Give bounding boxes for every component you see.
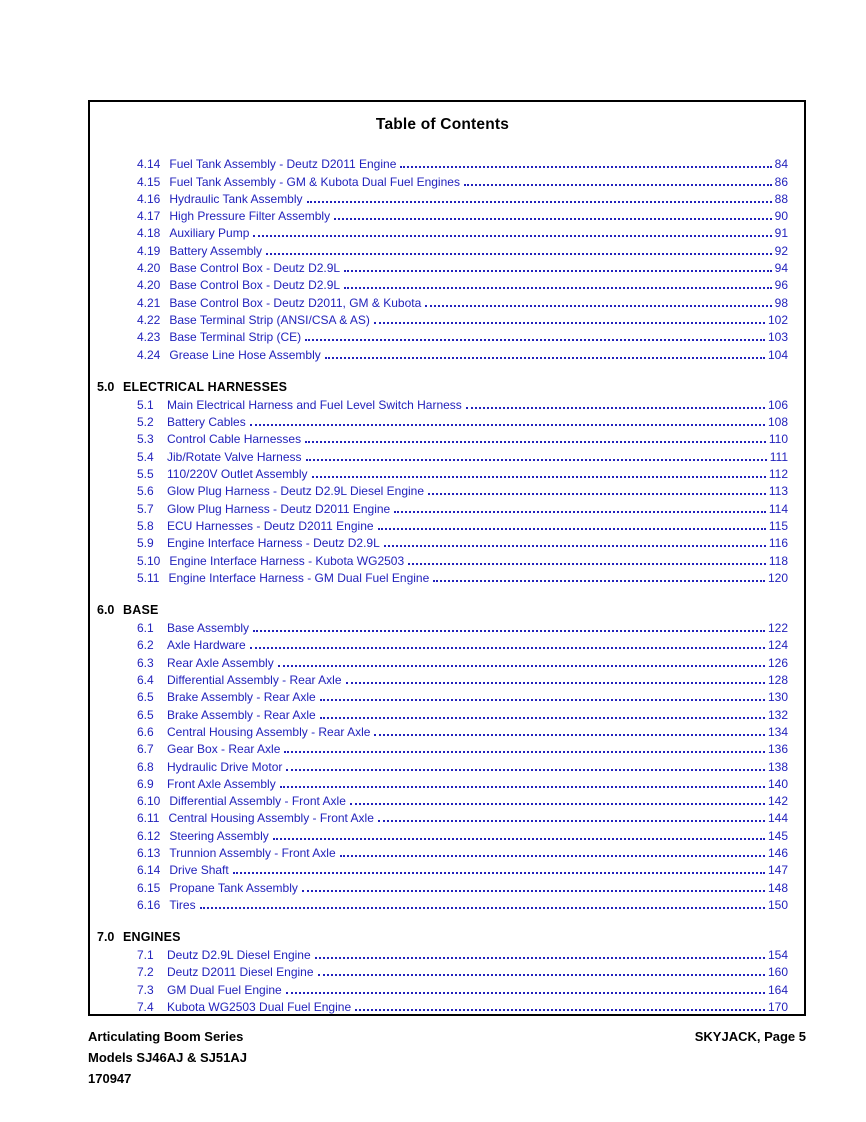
toc-entry-label: Steering Assembly: [169, 828, 269, 843]
toc-entry-label: Base Control Box - Deutz D2011, GM & Kubota: [169, 295, 422, 310]
toc-entry-page: 96: [774, 278, 788, 293]
toc-leader: [266, 252, 772, 255]
toc-entry[interactable]: [137, 446, 788, 463]
toc-entry-number: 4.24: [137, 347, 161, 362]
toc-section-number: 6.0: [97, 602, 115, 617]
toc-entry-page: 102: [767, 312, 788, 327]
toc-entry-page: 104: [767, 347, 788, 362]
toc-entry[interactable]: [137, 498, 788, 515]
toc-entry[interactable]: [137, 154, 788, 171]
toc-entry-label: GM Dual Fuel Engine: [167, 982, 282, 997]
toc-leader: [315, 956, 765, 959]
toc-entry-number: 6.5: [137, 690, 154, 705]
footer-page-label: SKYJACK, Page 5: [694, 1029, 806, 1044]
toc-leader: [344, 269, 772, 272]
toc-entry-label: Axle Hardware: [167, 638, 246, 653]
toc-entry-label: Brake Assembly - Rear Axle: [167, 707, 316, 722]
toc-entry-page: 103: [767, 330, 788, 345]
toc-entry-page: 128: [767, 673, 788, 688]
toc-entry-label: Jib/Rotate Valve Harness: [167, 449, 302, 464]
toc-section-number: 5.0: [97, 379, 115, 394]
toc-entry-number: 5.1: [137, 397, 154, 412]
toc-entry[interactable]: [137, 704, 788, 721]
toc-entry-page: 144: [767, 811, 788, 826]
toc-entry-number: 4.17: [137, 209, 161, 224]
toc-entry-label: Front Axle Assembly: [167, 776, 276, 791]
toc-entry[interactable]: [137, 739, 788, 756]
toc-entry[interactable]: [137, 756, 788, 773]
toc-entry-number: 4.16: [137, 191, 161, 206]
toc-entry-label: Base Control Box - Deutz D2.9L: [169, 261, 341, 276]
toc-entry-label: Hydraulic Tank Assembly: [169, 191, 303, 206]
toc-leader: [280, 785, 765, 788]
toc-leader: [464, 183, 772, 186]
toc-leader: [278, 664, 765, 667]
toc-section-header: [97, 927, 788, 944]
toc-leader: [400, 165, 771, 168]
toc-entry-number: 6.9: [137, 776, 154, 791]
toc-entry-label: Battery Cables: [167, 415, 246, 430]
toc-leader: [200, 906, 765, 909]
toc-entry-number: 5.2: [137, 415, 154, 430]
toc-leader: [312, 475, 766, 478]
toc-entry[interactable]: [137, 516, 788, 533]
toc-entry-label: Brake Assembly - Rear Axle: [167, 690, 316, 705]
toc-entry-number: 4.18: [137, 226, 161, 241]
toc-leader: [433, 579, 765, 582]
toc-entry-label: Gear Box - Rear Axle: [167, 742, 281, 757]
toc-entry-number: 6.1: [137, 621, 154, 636]
toc-entry-number: 5.11: [137, 570, 160, 585]
toc-entry-page: 111: [769, 449, 788, 464]
toc-entry-number: 6.3: [137, 655, 154, 670]
toc-entry[interactable]: [137, 429, 788, 446]
toc-entry-label: Fuel Tank Assembly - GM & Kubota Dual Fuel Engines: [169, 174, 460, 189]
toc-entry-label: Base Terminal Strip (CE): [169, 330, 302, 345]
toc-leader: [466, 406, 765, 409]
toc-entry-number: 6.7: [137, 742, 154, 757]
toc-entry[interactable]: [137, 945, 788, 962]
toc-entry-label: 110/220V Outlet Assembly: [167, 467, 308, 482]
toc-entry-page: 110: [768, 432, 788, 447]
toc-entry[interactable]: [137, 258, 788, 275]
toc-entry-page: 130: [767, 690, 788, 705]
toc-entry-number: 6.5: [137, 707, 154, 722]
toc-entry-label: Control Cable Harnesses: [167, 432, 302, 447]
toc-entry-number: 7.4: [137, 1000, 154, 1015]
toc-entry-label: Tires: [169, 897, 196, 912]
toc-entry-page: 140: [767, 776, 788, 791]
toc-entry-number: 4.14: [137, 157, 161, 172]
footer-part-number: 170947: [88, 1071, 132, 1086]
toc-entry-number: 7.3: [137, 982, 154, 997]
toc-leader: [306, 458, 767, 461]
toc-entry[interactable]: [137, 895, 788, 912]
toc-section-header: [97, 377, 788, 394]
toc-entry-number: 6.12: [137, 828, 161, 843]
toc-entry[interactable]: [137, 206, 788, 223]
toc-entry-label: Propane Tank Assembly: [169, 880, 298, 895]
toc-leader: [334, 217, 772, 220]
toc-entry-page: 90: [774, 209, 788, 224]
toc-leader: [284, 750, 765, 753]
toc-entry-number: 6.8: [137, 759, 154, 774]
toc-entry-number: 6.6: [137, 724, 154, 739]
toc-entry-page: 132: [767, 707, 788, 722]
toc-entry-label: Trunnion Assembly - Front Axle: [169, 845, 336, 860]
toc-leader: [425, 304, 771, 307]
toc-entry-label: Fuel Tank Assembly - Deutz D2011 Engine: [169, 157, 397, 172]
toc-entry[interactable]: [137, 962, 788, 979]
toc-entry-label: Main Electrical Harness and Fuel Level Switch Harness: [167, 397, 462, 412]
toc-entry[interactable]: [137, 464, 788, 481]
toc-leader: [346, 681, 765, 684]
toc-entry-label: Grease Line Hose Assembly: [169, 347, 321, 362]
toc-entry-number: 5.4: [137, 449, 154, 464]
toc-leader: [307, 200, 772, 203]
toc-entry-number: 4.15: [137, 174, 161, 189]
toc-entry-number: 4.21: [137, 295, 161, 310]
toc-entry[interactable]: [137, 997, 788, 1014]
page-title: Table of Contents: [375, 116, 510, 133]
toc-entry-page: 94: [774, 261, 788, 276]
toc-leader: [325, 356, 765, 359]
toc-entry-number: 7.2: [137, 965, 154, 980]
toc-leader: [286, 991, 765, 994]
toc-leader: [286, 768, 765, 771]
toc-entry-page: 164: [767, 982, 788, 997]
toc-leader: [253, 234, 771, 237]
toc-entry-number: 6.10: [137, 794, 161, 809]
toc-entry-page: 84: [774, 157, 788, 172]
toc-entry-label: Base Control Box - Deutz D2.9L: [169, 278, 341, 293]
toc-leader: [378, 819, 765, 822]
toc-entry[interactable]: [137, 395, 788, 412]
toc-entry-label: Kubota WG2503 Dual Fuel Engine: [167, 1000, 352, 1015]
toc-entry-number: 5.7: [137, 501, 154, 516]
toc-entry[interactable]: [137, 877, 788, 894]
footer-models-line: Models SJ46AJ & SJ51AJ: [88, 1050, 247, 1065]
toc-leader: [302, 889, 765, 892]
toc-section-label: ENGINES: [123, 929, 181, 944]
footer-left: [88, 1026, 247, 1089]
toc-entry[interactable]: [137, 808, 788, 825]
toc-entry-page: 136: [767, 742, 788, 757]
toc-entry-page: 115: [768, 518, 788, 533]
toc-entry-page: 120: [767, 570, 788, 585]
toc-entry[interactable]: [137, 635, 788, 652]
toc-entry-number: 4.22: [137, 312, 161, 327]
toc-entry[interactable]: [137, 843, 788, 860]
toc-entry-label: Battery Assembly: [169, 243, 263, 258]
toc-entry-label: ECU Harnesses - Deutz D2011 Engine: [167, 518, 374, 533]
toc-entry[interactable]: [137, 189, 788, 206]
toc-entry[interactable]: [137, 791, 788, 808]
toc-entry-page: 147: [767, 863, 788, 878]
toc-entry-number: 6.4: [137, 673, 154, 688]
toc-entry-page: 91: [774, 226, 788, 241]
toc-leader: [374, 321, 765, 324]
toc-entry-page: 134: [767, 724, 788, 739]
toc-entry[interactable]: [137, 979, 788, 996]
toc-entry-label: Central Housing Assembly - Rear Axle: [167, 724, 371, 739]
toc-entry[interactable]: [137, 652, 788, 669]
toc-list: [97, 154, 788, 1014]
toc-leader: [428, 492, 766, 495]
toc-entry-number: 4.23: [137, 330, 161, 345]
toc-entry-number: 5.8: [137, 518, 154, 533]
toc-entry-page: 108: [767, 415, 788, 430]
toc-entry-number: 7.1: [137, 948, 154, 963]
toc-entry-label: Glow Plug Harness - Deutz D2011 Engine: [167, 501, 391, 516]
toc-entry-page: 160: [767, 965, 788, 980]
toc-leader: [350, 802, 765, 805]
toc-entry[interactable]: [137, 722, 788, 739]
toc-entry-label: Engine Interface Harness - Kubota WG2503: [169, 553, 405, 568]
toc-entry[interactable]: [137, 327, 788, 344]
toc-entry-number: 4.20: [137, 278, 161, 293]
toc-entry-page: 118: [768, 553, 788, 568]
toc-entry-page: 114: [768, 501, 788, 516]
toc-leader: [273, 837, 765, 840]
toc-section-number: 7.0: [97, 929, 115, 944]
toc-entry-page: 122: [767, 621, 788, 636]
toc-leader: [305, 440, 766, 443]
toc-entry-number: 4.19: [137, 243, 161, 258]
toc-entry-number: 5.9: [137, 536, 154, 551]
toc-entry-page: 142: [767, 794, 788, 809]
toc-leader: [374, 733, 765, 736]
toc-leader: [250, 423, 765, 426]
toc-leader: [394, 510, 766, 513]
toc-entry[interactable]: [137, 310, 788, 327]
toc-entry-label: Differential Assembly - Rear Axle: [167, 673, 342, 688]
toc-entry-number: 6.13: [137, 845, 161, 860]
toc-leader: [408, 562, 766, 565]
toc-leader: [305, 338, 765, 341]
toc-entry[interactable]: [137, 687, 788, 704]
toc-entry-number: 5.6: [137, 484, 154, 499]
toc-entry-page: 154: [767, 948, 788, 963]
toc-entry[interactable]: [137, 275, 788, 292]
toc-box: [88, 100, 806, 1016]
toc-entry-page: 148: [767, 880, 788, 895]
toc-entry-page: 86: [774, 174, 788, 189]
toc-entry[interactable]: [137, 481, 788, 498]
toc-entry[interactable]: [137, 774, 788, 791]
toc-entry-label: Rear Axle Assembly: [167, 655, 274, 670]
toc-entry[interactable]: [137, 412, 788, 429]
toc-leader: [253, 629, 765, 632]
toc-entry-number: 5.5: [137, 467, 154, 482]
toc-entry-label: Base Terminal Strip (ANSI/CSA & AS): [169, 312, 370, 327]
toc-entry-label: Engine Interface Harness - GM Dual Fuel Engine: [168, 570, 430, 585]
toc-entry-page: 126: [767, 655, 788, 670]
toc-entry[interactable]: [137, 344, 788, 361]
toc-entry-label: Differential Assembly - Front Axle: [169, 794, 346, 809]
toc-entry-page: 170: [767, 1000, 788, 1015]
toc-entry-number: 6.16: [137, 897, 161, 912]
toc-section-header: [97, 600, 788, 617]
toc-entry-number: 6.2: [137, 638, 154, 653]
toc-entry[interactable]: [137, 292, 788, 309]
toc-leader: [250, 646, 765, 649]
toc-leader: [320, 698, 765, 701]
toc-entry-label: Deutz D2.9L Diesel Engine: [167, 948, 311, 963]
footer: [88, 1026, 806, 1089]
toc-entry-page: 92: [774, 243, 788, 258]
toc-entry-page: 145: [767, 828, 788, 843]
toc-entry-label: High Pressure Filter Assembly: [169, 209, 331, 224]
toc-entry[interactable]: [137, 240, 788, 257]
toc-entry[interactable]: [137, 825, 788, 842]
toc-entry-label: Deutz D2011 Diesel Engine: [167, 965, 314, 980]
toc-entry[interactable]: [137, 618, 788, 635]
toc-entry-page: 124: [767, 638, 788, 653]
toc-entry-page: 98: [774, 295, 788, 310]
toc-leader: [378, 527, 766, 530]
toc-entry-number: 5.10: [137, 553, 161, 568]
toc-entry-page: 150: [767, 897, 788, 912]
toc-entry-label: Central Housing Assembly - Front Axle: [168, 811, 374, 826]
toc-entry-number: 5.3: [137, 432, 154, 447]
toc-entry-page: 113: [768, 484, 788, 499]
toc-entry[interactable]: [137, 568, 788, 585]
toc-entry[interactable]: [137, 860, 788, 877]
toc-entry[interactable]: [137, 171, 788, 188]
toc-leader: [384, 544, 766, 547]
toc-entry-number: 6.11: [137, 811, 160, 826]
toc-entry-label: Drive Shaft: [169, 863, 229, 878]
toc-entry-number: 6.14: [137, 863, 161, 878]
toc-leader: [233, 871, 765, 874]
toc-entry-label: Hydraulic Drive Motor: [167, 759, 283, 774]
toc-leader: [344, 286, 772, 289]
toc-leader: [320, 716, 765, 719]
toc-entry-label: Glow Plug Harness - Deutz D2.9L Diesel Engine: [167, 484, 425, 499]
toc-entry-page: 116: [768, 536, 788, 551]
toc-leader: [340, 854, 765, 857]
toc-entry-page: 112: [768, 467, 788, 482]
toc-entry[interactable]: [137, 533, 788, 550]
toc-entry-number: 4.20: [137, 261, 161, 276]
toc-entry-label: Base Assembly: [167, 621, 250, 636]
toc-entry-page: 106: [767, 397, 788, 412]
toc-entry-page: 138: [767, 759, 788, 774]
toc-entry[interactable]: [137, 223, 788, 240]
toc-section-label: ELECTRICAL HARNESSES: [123, 379, 288, 394]
toc-entry-label: Auxiliary Pump: [169, 226, 250, 241]
toc-entry-number: 6.15: [137, 880, 161, 895]
toc-entry[interactable]: [137, 550, 788, 567]
toc-entry-label: Engine Interface Harness - Deutz D2.9L: [167, 536, 380, 551]
toc-entry-page: 88: [774, 191, 788, 206]
toc-leader: [318, 973, 765, 976]
toc-section-label: BASE: [123, 602, 159, 617]
toc-entry[interactable]: [137, 670, 788, 687]
footer-series-line: Articulating Boom Series: [88, 1029, 244, 1044]
toc-leader: [355, 1008, 765, 1011]
toc-entry-page: 146: [767, 845, 788, 860]
